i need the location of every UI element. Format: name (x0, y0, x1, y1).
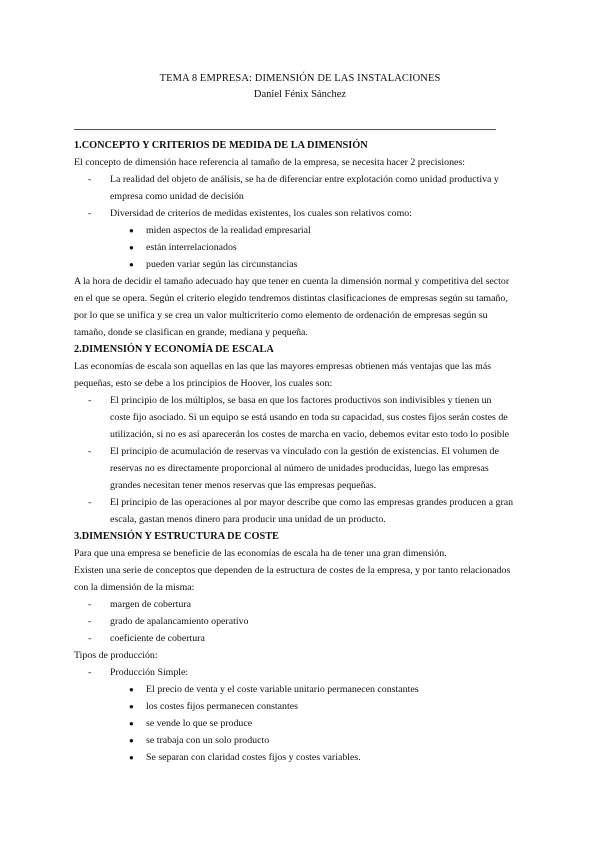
list-item-text: Se separan con claridad costes fijos y costes variables. (146, 752, 361, 763)
list-item (74, 494, 514, 528)
list-item (74, 664, 514, 681)
document-title: TEMA 8 EMPRESA: DIMENSIÓN DE LAS INSTALACIONES (159, 73, 441, 84)
section-2-dash-list (74, 392, 514, 528)
document-author: Daniel Fénix Sánchez (253, 89, 347, 100)
list-item-text: están interrelacionados (146, 242, 237, 253)
bullet-icon: ● (129, 226, 134, 235)
bullet-icon: ● (129, 702, 134, 711)
dash-marker: - (88, 497, 92, 508)
section-1-intro: El concepto de dimensión hace referencia al tamaño de la empresa, se necesita hacer 2 precisiones: (74, 157, 465, 168)
section-3-line-1: Para que una empresa se beneficie de las economías de escala ha de tener una gran dimensión. (74, 548, 447, 559)
list-item (74, 596, 514, 613)
list-item-text: se vende lo que se produce (146, 718, 253, 729)
document-body (74, 137, 514, 766)
dash-marker: - (88, 633, 92, 644)
bullet-icon: ● (129, 685, 134, 694)
list-item (74, 681, 514, 698)
simple-production-bullets (74, 681, 514, 766)
list-item-text: los costes fijos permanecen constantes (146, 701, 298, 712)
bullet-icon: ● (129, 753, 134, 762)
list-item-text: margen de cobertura (110, 599, 191, 610)
production-types-label: Tipos de producción: (74, 650, 158, 661)
header-divider (74, 129, 496, 130)
list-item-text: miden aspectos de la realidad empresarial (146, 225, 311, 236)
list-item (74, 256, 514, 273)
section-2-intro: Las economías de escala son aquellas en las que las mayores empresas obtienen más ventajas que las más pequeñas, esto se debe a los principios de Hoover, los cuales son: (74, 361, 492, 389)
list-item-text: grado de apalancamiento operativo (110, 616, 249, 627)
list-item-text: pueden variar según las circunstancias (146, 259, 298, 270)
dash-marker: - (88, 599, 92, 610)
list-item-text: coeficiente de cobertura (110, 633, 205, 644)
list-item-text: Producción Simple: (110, 667, 189, 678)
list-item-text: El principio de las operaciones al por mayor describe que como las empresas grandes producen a gran escala, gastan menos dinero para producir una unidad de un producto. (110, 497, 514, 525)
bullet-icon: ● (129, 736, 134, 745)
list-item (74, 443, 514, 494)
list-item (74, 749, 514, 766)
section-1-heading: 1.CONCEPTO Y CRITERIOS DE MEDIDA DE LA DIMENSIÓN (74, 140, 368, 151)
dash-marker: - (88, 208, 92, 219)
list-item (74, 732, 514, 749)
list-item-text: Diversidad de criterios de medidas existentes, los cuales son relativos como: (110, 208, 412, 219)
section-1-closing: A la hora de decidir el tamaño adecuado hay que tener en cuenta la dimensión normal y competitiva del sector en el que se opera. Según el criterio elegido tendremos distintas clasificaciones de empresas según su tamaño, por lo que se unifica y se crea un valor multicriterio como elemento de ordenación de empresas según su tamaño, donde se clasifican en grande, mediana y pequeña. (74, 276, 510, 338)
dash-marker: - (88, 395, 92, 406)
list-item (74, 171, 514, 205)
list-item-text: se trabaja con un solo producto (146, 735, 270, 746)
bullet-icon: ● (129, 719, 134, 728)
list-item (74, 222, 514, 239)
section-3-concepts-list (74, 596, 514, 647)
list-item-text: La realidad del objeto de análisis, se ha de diferenciar entre explotación como unidad productiva y empresa como unidad de decisión (110, 174, 499, 202)
document-header (74, 71, 526, 103)
list-item-text: El principio de acumulación de reservas va vinculado con la gestión de existencias. El volumen de reservas no es directamente proporcional al número de unidades producidas, luego las empresas grandes necesitan tener menos reservas que las empresas pequeñas. (110, 446, 499, 491)
dash-marker: - (88, 174, 92, 185)
list-item-text: El precio de venta y el coste variable unitario permanecen constantes (146, 684, 419, 695)
bullet-icon: ● (129, 243, 134, 252)
section-1-dash-list (74, 171, 514, 222)
section-3-heading: 3.DIMENSIÓN Y ESTRUCTURA DE COSTE (74, 531, 279, 542)
section-2-heading: 2.DIMENSIÓN Y ECONOMÍA DE ESCALA (74, 344, 274, 355)
list-item (74, 239, 514, 256)
section-3-line-2: Existen una serie de conceptos que dependen de la estructura de costes de la empresa, y por tanto relacionados con la dimensión de la misma: (74, 565, 511, 593)
bullet-icon: ● (129, 260, 134, 269)
section-1-bullet-list (74, 222, 514, 273)
list-item (74, 715, 514, 732)
dash-marker: - (88, 667, 92, 678)
list-item (74, 392, 514, 443)
list-item (74, 613, 514, 630)
list-item (74, 205, 514, 222)
list-item (74, 630, 514, 647)
list-item (74, 698, 514, 715)
dash-marker: - (88, 616, 92, 627)
production-types-list (74, 664, 514, 681)
list-item-text: El principio de los múltiplos, se basa en que los factores productivos son indivisibles y tienen un coste fijo asociado. Si un equipo se está usando en toda su capacidad, sus costes fijos serán costes de utilización, si no es así aparecerán los costes de marcha en vacío, debemos evitar esto todo lo posible (110, 395, 509, 440)
dash-marker: - (88, 446, 92, 457)
